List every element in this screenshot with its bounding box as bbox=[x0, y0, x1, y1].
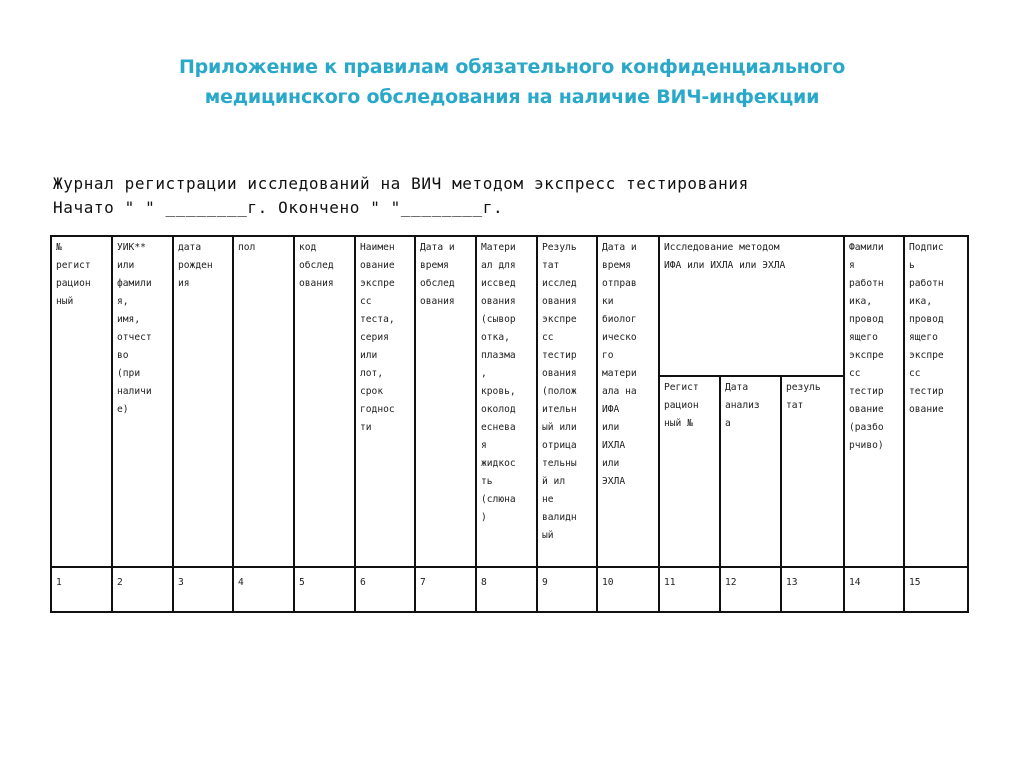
column-number: 7 bbox=[415, 567, 476, 612]
journal-table bbox=[50, 235, 969, 613]
header-cell: № регист рацион ный bbox=[51, 236, 112, 567]
header-cell: Дата и время обслед ования bbox=[415, 236, 476, 567]
column-number: 5 bbox=[294, 567, 355, 612]
column-number: 13 bbox=[781, 567, 844, 612]
subheader-cell: резуль тат bbox=[781, 376, 844, 567]
header-cell: Наимен ование экспре сс теста, серия или лот, срок годнос ти bbox=[355, 236, 415, 567]
column-number: 15 bbox=[904, 567, 968, 612]
header-cell: Матери ал для иссвед ования (сывор отка, плазма , кровь, околод еснева я жидкос ть (слюна ) bbox=[476, 236, 537, 567]
slide-title-line-2: медицинского обследования на наличие ВИЧ-инфекции bbox=[204, 86, 820, 108]
header-cell: Дата и время отправ ки биолог ическо го матери ала на ИФА или ИХЛА или ЭХЛА bbox=[597, 236, 659, 567]
column-number: 2 bbox=[112, 567, 173, 612]
header-cell: дата рожден ия bbox=[173, 236, 233, 567]
journal-heading bbox=[53, 172, 749, 220]
slide-title bbox=[120, 52, 904, 112]
header-cell-group: Исследование методом ИФА или ИХЛА или ЭХЛА bbox=[659, 236, 844, 376]
column-number-row bbox=[51, 567, 968, 612]
column-number: 8 bbox=[476, 567, 537, 612]
column-number: 11 bbox=[659, 567, 720, 612]
header-cell: Фамили я работн ика, провод ящего экспре сс тестир ование (разбо рчиво) bbox=[844, 236, 904, 567]
column-number: 10 bbox=[597, 567, 659, 612]
subheader-cell: Дата анализ а bbox=[720, 376, 781, 567]
journal-dates: Начато " " ________г. Окончено " "________г. bbox=[53, 198, 504, 217]
header-cell: пол bbox=[233, 236, 294, 567]
header-cell: код обслед ования bbox=[294, 236, 355, 567]
column-number: 9 bbox=[537, 567, 597, 612]
subheader-cell: Регист рацион ный № bbox=[659, 376, 720, 567]
column-number: 12 bbox=[720, 567, 781, 612]
journal-title: Журнал регистрации исследований на ВИЧ методом экспресс тестирования bbox=[53, 174, 749, 193]
column-number: 6 bbox=[355, 567, 415, 612]
column-number: 14 bbox=[844, 567, 904, 612]
column-number: 4 bbox=[233, 567, 294, 612]
table-header-row bbox=[51, 236, 968, 376]
header-cell: Резуль тат исслед ования экспре сс тестир ования (полож ительн ый или отрица тельны й ил не валидн ый bbox=[537, 236, 597, 567]
header-cell: Подпис ь работн ика, провод ящего экспре сс тестир ование bbox=[904, 236, 968, 567]
column-number: 3 bbox=[173, 567, 233, 612]
column-number: 1 bbox=[51, 567, 112, 612]
slide-title-line-1: Приложение к правилам обязательного конфиденциального bbox=[178, 56, 846, 78]
header-cell: УИК** или фамили я, имя, отчест во (при наличи е) bbox=[112, 236, 173, 567]
